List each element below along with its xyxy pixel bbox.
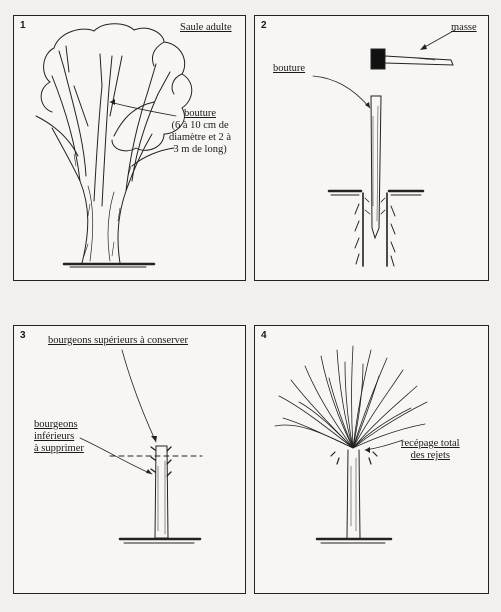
cutting-label-line-4: 3 m de long)	[173, 144, 227, 155]
cutting-label-line-2: (6 à 10 cm de	[171, 120, 229, 131]
pollarding-label-line-2: des rejets	[410, 450, 450, 461]
cutting-label-line-1: bouture	[184, 108, 217, 119]
pollarding-label-line-1: recépage total	[401, 438, 460, 449]
panel-title: Saule adulte	[180, 22, 232, 33]
mallet-label: masse	[451, 22, 477, 33]
bud-selection-drawing	[14, 326, 247, 595]
lower-buds-line-3: à supprimer	[34, 443, 84, 454]
cutting-label-line-3: diamètre et 2 à	[169, 132, 232, 143]
panel-adult-willow	[13, 15, 246, 281]
planting-drawing	[255, 16, 490, 282]
panel-number: 2	[261, 20, 267, 31]
panel-planting	[254, 15, 489, 281]
pollarding-drawing	[255, 326, 490, 595]
cutting-label	[169, 108, 231, 156]
lower-buds-line-2: inférieurs	[34, 431, 75, 442]
panel-number: 3	[20, 330, 26, 341]
lower-buds-line-1: bourgeons	[34, 419, 78, 430]
panel-number: 4	[261, 330, 267, 341]
cutting-label: bouture	[273, 63, 306, 74]
panel-number: 1	[20, 20, 26, 31]
panel-pollarding	[254, 325, 489, 594]
panel-bud-selection	[13, 325, 246, 594]
upper-buds-label: bourgeons supérieurs à conserver	[48, 335, 189, 346]
